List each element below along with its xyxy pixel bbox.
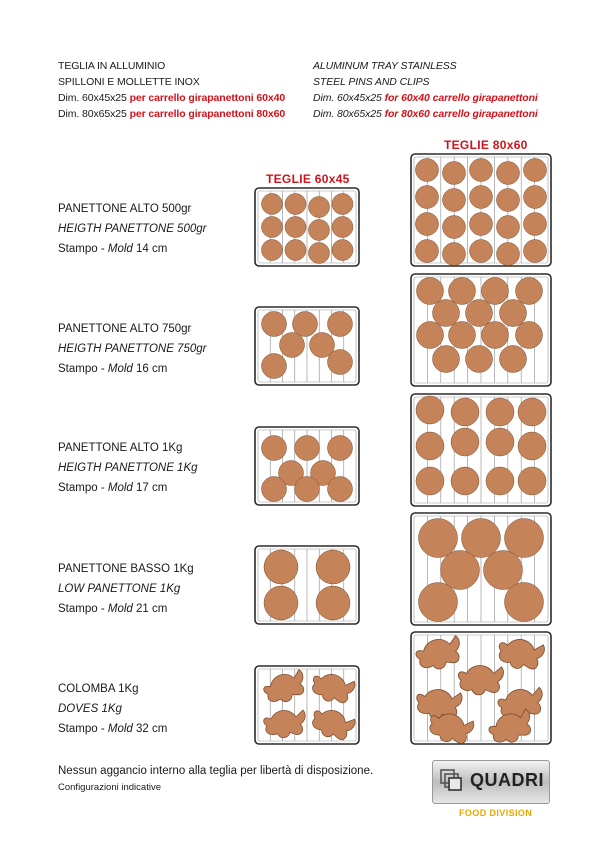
mold-circle	[262, 354, 287, 379]
mold-circle	[451, 398, 479, 426]
row-colomba	[58, 679, 167, 739]
mold-circle	[416, 467, 444, 495]
tray-large-basso-drawing	[410, 512, 552, 626]
row-name-en: LOW PANETTONE 1Kg	[58, 583, 181, 595]
mold-circle	[451, 467, 479, 495]
row-panettone-500	[58, 199, 206, 259]
tray-small-750-drawing	[254, 306, 360, 386]
mold-circle	[486, 398, 514, 426]
dim-60-red: per carrello girapanettoni 60x40	[129, 92, 286, 104]
header-it-line2: SPILLONI E MOLLETTE INOX	[58, 76, 200, 88]
tray-large-500-drawing	[410, 153, 552, 267]
row-name-en: HEIGTH PANETTONE 1Kg	[58, 462, 198, 474]
row-name-it: COLOMBA 1Kg	[58, 683, 139, 695]
mold-circle	[518, 398, 546, 426]
header-italian	[58, 58, 285, 122]
mold-circle	[264, 550, 298, 584]
dim-80-en-red: for 80x60 carrello girapanettoni	[384, 108, 538, 120]
header-it-line3	[58, 90, 285, 106]
row-name-en: DOVES 1Kg	[58, 703, 122, 715]
header-english	[313, 58, 538, 122]
mold-circle	[524, 186, 547, 209]
tray-small-colomba	[254, 665, 360, 745]
tray-large-colomba	[410, 631, 552, 745]
row-mold: Stampo - Mold 17 cm	[58, 482, 168, 494]
tray-small-colomba-drawing	[254, 665, 360, 745]
mold-circle	[332, 240, 353, 261]
quadri-logo	[432, 760, 548, 802]
mold-circle	[285, 217, 306, 238]
tray-small-basso-drawing	[254, 545, 360, 625]
mold-circle	[416, 396, 444, 424]
mold-circle	[309, 197, 330, 218]
mold-circle	[486, 467, 514, 495]
mold-circle	[516, 278, 543, 305]
dim-60-en-label: Dim. 60x45x25	[313, 92, 385, 104]
header-en-line4	[313, 106, 538, 122]
logo-brand: QUADRI	[470, 770, 544, 790]
logo-squares-icon	[440, 769, 462, 791]
mold-circle	[316, 550, 350, 584]
row-mold: Stampo - Mold 32 cm	[58, 723, 168, 735]
row-name-it: PANETTONE BASSO 1Kg	[58, 563, 194, 575]
header-en-line1: ALUMINUM TRAY STAINLESS	[313, 60, 457, 72]
footer-note-small: Configurazioni indicative	[58, 782, 161, 793]
mold-circle	[262, 312, 287, 337]
row-name-it: PANETTONE ALTO 1Kg	[58, 442, 183, 454]
mold-circle	[295, 436, 320, 461]
mold-circle	[419, 519, 458, 558]
dim-80-en-label: Dim. 80x65x25	[313, 108, 385, 120]
small-tray-title: TEGLIE 60x45	[266, 172, 350, 186]
tray-small-500-drawing	[254, 187, 360, 267]
footer-note: Nessun aggancio interno alla teglia per libertà di disposizione.	[58, 765, 374, 777]
mold-circle	[466, 300, 493, 327]
mold-circle	[470, 159, 493, 182]
header-en-line3	[313, 90, 538, 106]
tray-small-1kg	[254, 426, 360, 506]
mold-circle	[518, 432, 546, 460]
row-name-it: PANETTONE ALTO 750gr	[58, 323, 192, 335]
dim-80-label: Dim. 80x65x25	[58, 108, 130, 120]
tray-small-500	[254, 187, 360, 267]
mold-circle	[466, 346, 493, 373]
mold-circle	[416, 213, 439, 236]
mold-circle	[524, 213, 547, 236]
mold-circle	[441, 551, 480, 590]
row-panettone-basso	[58, 559, 194, 619]
mold-circle	[462, 519, 501, 558]
mold-circle	[470, 186, 493, 209]
tray-large-500	[410, 153, 552, 267]
mold-circle	[416, 432, 444, 460]
mold-circle	[285, 240, 306, 261]
mold-circle	[416, 240, 439, 263]
tray-small-basso	[254, 545, 360, 625]
mold-circle	[285, 194, 306, 215]
dim-60-en-red: for 60x40 carrello girapanettoni	[384, 92, 538, 104]
header-it-line4	[58, 106, 285, 122]
dim-80-red: per carrello girapanettoni 80x60	[129, 108, 286, 120]
mold-circle	[328, 477, 353, 502]
mold-circle	[417, 278, 444, 305]
large-tray-title: TEGLIE 80x60	[444, 138, 528, 152]
mold-circle	[433, 300, 460, 327]
mold-circle	[482, 278, 509, 305]
row-name-en: HEIGTH PANETTONE 500gr	[58, 223, 207, 235]
tray-large-750	[410, 273, 552, 387]
mold-circle	[470, 213, 493, 236]
tray-large-750-drawing	[410, 273, 552, 387]
mold-circle	[500, 300, 527, 327]
tray-large-1kg	[410, 393, 552, 507]
mold-circle	[433, 346, 460, 373]
mold-circle	[416, 159, 439, 182]
mold-circle	[470, 240, 493, 263]
mold-circle	[484, 551, 523, 590]
mold-circle	[262, 194, 283, 215]
row-mold: Stampo - Mold 14 cm	[58, 243, 168, 255]
mold-circle	[332, 194, 353, 215]
mold-circle	[486, 428, 514, 456]
mold-circle	[497, 216, 520, 239]
mold-circle	[500, 346, 527, 373]
mold-circle	[262, 217, 283, 238]
mold-circle	[332, 217, 353, 238]
mold-circle	[419, 583, 458, 622]
mold-circle	[443, 162, 466, 185]
mold-circle	[328, 350, 353, 375]
mold-circle	[443, 189, 466, 212]
mold-circle	[443, 216, 466, 239]
mold-circle	[295, 477, 320, 502]
mold-circle	[316, 586, 350, 620]
mold-circle	[451, 428, 479, 456]
row-name-en: HEIGTH PANETTONE 750gr	[58, 343, 207, 355]
mold-circle	[482, 322, 509, 349]
row-panettone-1kg	[58, 438, 198, 498]
mold-circle	[443, 243, 466, 266]
mold-circle	[417, 322, 444, 349]
mold-circle	[524, 240, 547, 263]
mold-circle	[262, 436, 287, 461]
row-mold: Stampo - Mold 16 cm	[58, 363, 168, 375]
mold-circle	[518, 467, 546, 495]
row-panettone-750	[58, 319, 206, 379]
mold-circle	[328, 312, 353, 337]
mold-circle	[516, 322, 543, 349]
tray-small-1kg-drawing	[254, 426, 360, 506]
header-it-line1: TEGLIA IN ALLUMINIO	[58, 60, 166, 72]
tray-large-1kg-drawing	[410, 393, 552, 507]
mold-circle	[328, 436, 353, 461]
logo-division: FOOD DIVISION	[459, 808, 533, 818]
mold-circle	[309, 243, 330, 264]
mold-circle	[505, 519, 544, 558]
mold-circle	[497, 243, 520, 266]
mold-circle	[262, 240, 283, 261]
mold-circle	[416, 186, 439, 209]
header-en-line2: STEEL PINS AND CLIPS	[313, 76, 430, 88]
tray-large-colomba-drawing	[410, 631, 552, 745]
dim-60-label: Dim. 60x45x25	[58, 92, 130, 104]
mold-circle	[293, 312, 318, 337]
mold-circle	[264, 586, 298, 620]
row-name-it: PANETTONE ALTO 500gr	[58, 203, 192, 215]
mold-circle	[524, 159, 547, 182]
mold-circle	[280, 333, 305, 358]
mold-circle	[309, 220, 330, 241]
tray-large-basso	[410, 512, 552, 626]
mold-circle	[497, 189, 520, 212]
row-mold: Stampo - Mold 21 cm	[58, 603, 168, 615]
mold-circle	[505, 583, 544, 622]
mold-circle	[449, 278, 476, 305]
mold-circle	[262, 477, 287, 502]
tray-small-750	[254, 306, 360, 386]
mold-circle	[497, 162, 520, 185]
mold-circle	[449, 322, 476, 349]
